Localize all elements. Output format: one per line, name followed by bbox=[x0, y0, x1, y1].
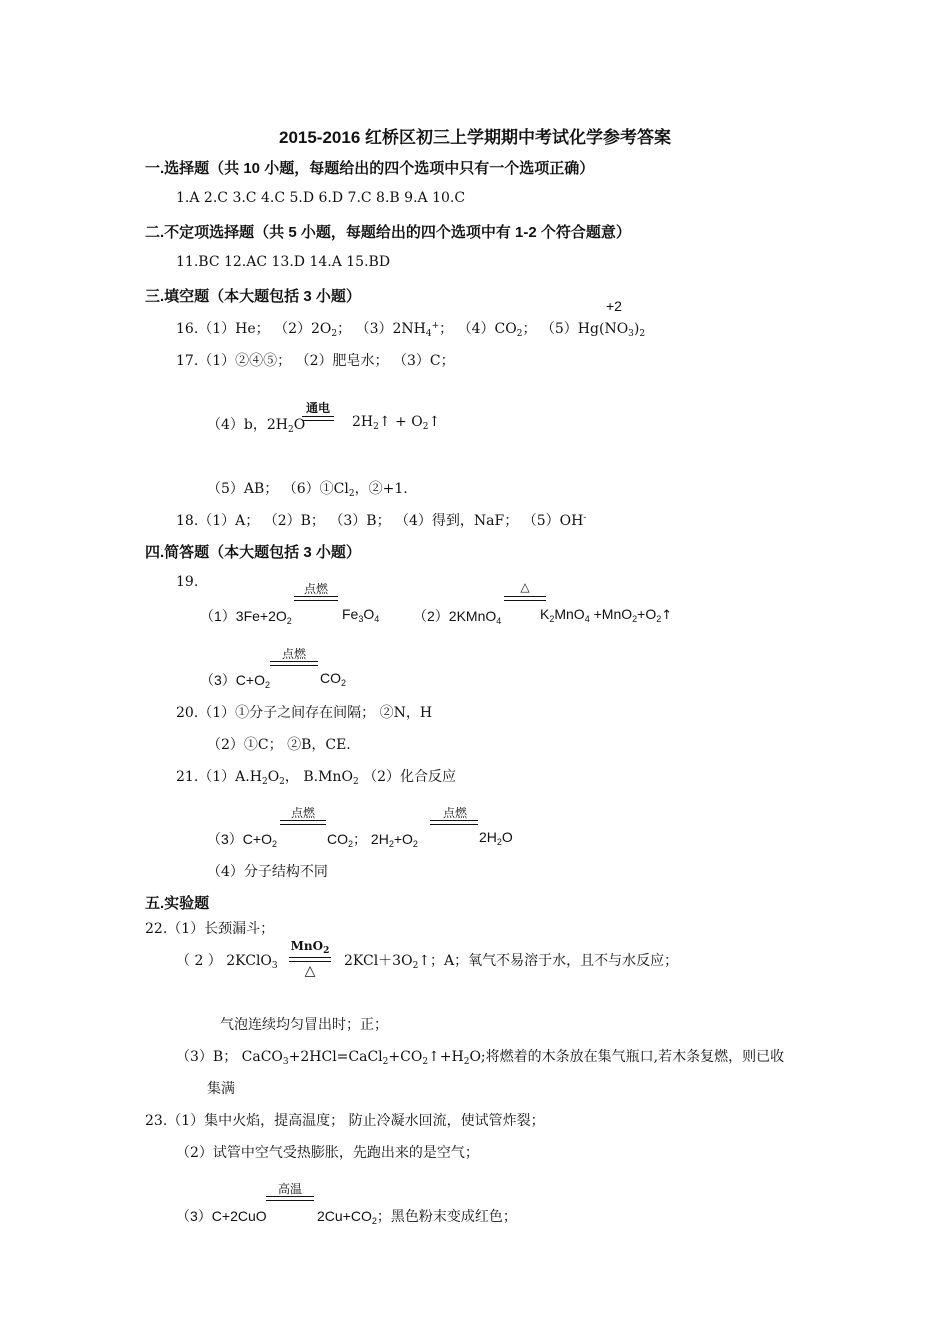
section-heading-5: 五.实验题 bbox=[145, 895, 210, 912]
reaction-23-3-right: $2Cu+CO_2$；黑色粉末变成红色； bbox=[317, 1208, 517, 1226]
answer-22-line3: 气泡连续均匀冒出时；正； bbox=[220, 1017, 388, 1033]
answer-22-line2-right: $2KCl+3O_2↑$；A；氧气不易溶于水，且不与水反应； bbox=[344, 953, 679, 971]
equals-sign bbox=[430, 820, 478, 825]
answer-23-line1: 23.（1）集中火焰，提高温度； 防止冷凝水回流，使试管炸裂； bbox=[145, 1113, 545, 1129]
reaction-19-2-right: $K_2MnO_4$ $+MnO_2+O_2↑$ bbox=[540, 606, 673, 624]
reaction-23-3-left: （3）C+2CuO bbox=[176, 1208, 267, 1224]
reaction-19-3-right: $CO_2$ bbox=[320, 670, 347, 688]
reaction-21-3a-left: $(3)C+O_2$ bbox=[207, 831, 277, 849]
answer-22-line2-left: （ 2 ） 2KClO$_3$ bbox=[176, 953, 278, 971]
answer-22-line4: （3）B； $CaCO_3+2HCl=CaCl_2+CO_2↑+H_2O$;将燃着的木条放在集气瓶口,若木条复燃，则已收 bbox=[176, 1049, 785, 1067]
reaction-19-2-left: （2）2KMnO$_4$ bbox=[413, 608, 502, 626]
answer-17-line4-right: $2H_2↑$ + $O_2↑$ bbox=[352, 414, 441, 432]
answers-multi-choice: 11.BC 12.AC 13.D 14.A 15.BD bbox=[176, 254, 391, 270]
section-heading-3: 三.填空题（本大题包括 3 小题） bbox=[145, 288, 361, 305]
answer-18: 18.（1）A； （2）B； （3）B； （4）得到，NaF； （5）OH- bbox=[176, 513, 587, 529]
section-heading-4: 四.简答题（本大题包括 3 小题） bbox=[145, 544, 361, 561]
reaction-19-3-left: $(3)C+O_2$ bbox=[200, 672, 270, 690]
answer-19-number: 19. bbox=[176, 574, 199, 590]
condition-electrolysis: 通电 bbox=[305, 401, 330, 415]
reaction-19-1-right: $Fe_3O_4$ bbox=[342, 606, 380, 624]
valence-mark: +2 bbox=[606, 298, 622, 314]
condition-high-temp: 高温 bbox=[277, 1182, 302, 1196]
condition-ignite: 点燃 bbox=[290, 806, 315, 820]
condition-ignite: 点燃 bbox=[281, 647, 306, 661]
answer-23-line2: （2）试管中空气受热膨胀，先跑出来的是空气； bbox=[176, 1145, 479, 1161]
answer-17-line4-left: （4）b，$2H_2O$ bbox=[207, 417, 306, 435]
reaction-21-3a-right: $CO_2$； $2H_2+O_2$ bbox=[327, 831, 418, 849]
section-heading-1: 一.选择题（共 10 小题，每题给出的四个选项中只有一个选项正确） bbox=[145, 160, 595, 177]
reaction-19-1-left: $(1)3Fe+2O_2$ bbox=[200, 608, 292, 626]
equals-sign bbox=[302, 416, 334, 421]
reaction-21-3b-right: $2H_2O$ bbox=[479, 829, 513, 847]
equals-sign bbox=[294, 596, 338, 601]
condition-ignite: 点燃 bbox=[303, 582, 328, 596]
answer-17-line1: 17.（1）②④⑤； （2）肥皂水； （3）C； bbox=[176, 353, 455, 369]
page-title: 2015-2016 红桥区初三上学期期中考试化学参考答案 bbox=[278, 128, 672, 147]
condition-catalyst: MnO$_2$ bbox=[290, 939, 330, 956]
answer-20-line2: （2）①C； ②B，CE. bbox=[207, 737, 351, 753]
equals-sign bbox=[504, 596, 546, 601]
equals-sign bbox=[266, 1196, 314, 1201]
condition-heat: △ bbox=[304, 962, 316, 978]
answer-22-line1: 22.（1）长颈漏斗； bbox=[145, 921, 275, 937]
answer-22-line5: 集满 bbox=[207, 1081, 235, 1097]
answer-20-line1: 20.（1）①分子之间存在间隔； ②N，H bbox=[176, 705, 433, 721]
equals-sign bbox=[270, 661, 318, 666]
answer-21-line4: （4）分子结构不同 bbox=[207, 864, 328, 880]
section-heading-2: 二.不定项选择题（共 5 小题，每题给出的四个选项中有 1-2 个符合题意） bbox=[145, 224, 631, 241]
answer-21-line1: $21.(1)A.H_2O_2$， B.MnO$_2$ （2）化合反应 bbox=[176, 769, 457, 787]
equals-sign bbox=[280, 820, 326, 825]
answers-choice: 1.A 2.C 3.C 4.C 5.D 6.D 7.C 8.B 9.A 10.C bbox=[176, 190, 466, 206]
condition-heat: △ bbox=[520, 580, 530, 594]
condition-ignite: 点燃 bbox=[442, 806, 467, 820]
answer-17-line5: （5）AB； $(6)①Cl_2$，②+1. bbox=[207, 481, 408, 499]
answer-16: 16.（1）He； $(2)2O_2$； $(3)2NH_4^+$； $(4)CO_2$； $(5)Hg(NO_3)_2$ bbox=[176, 321, 646, 339]
